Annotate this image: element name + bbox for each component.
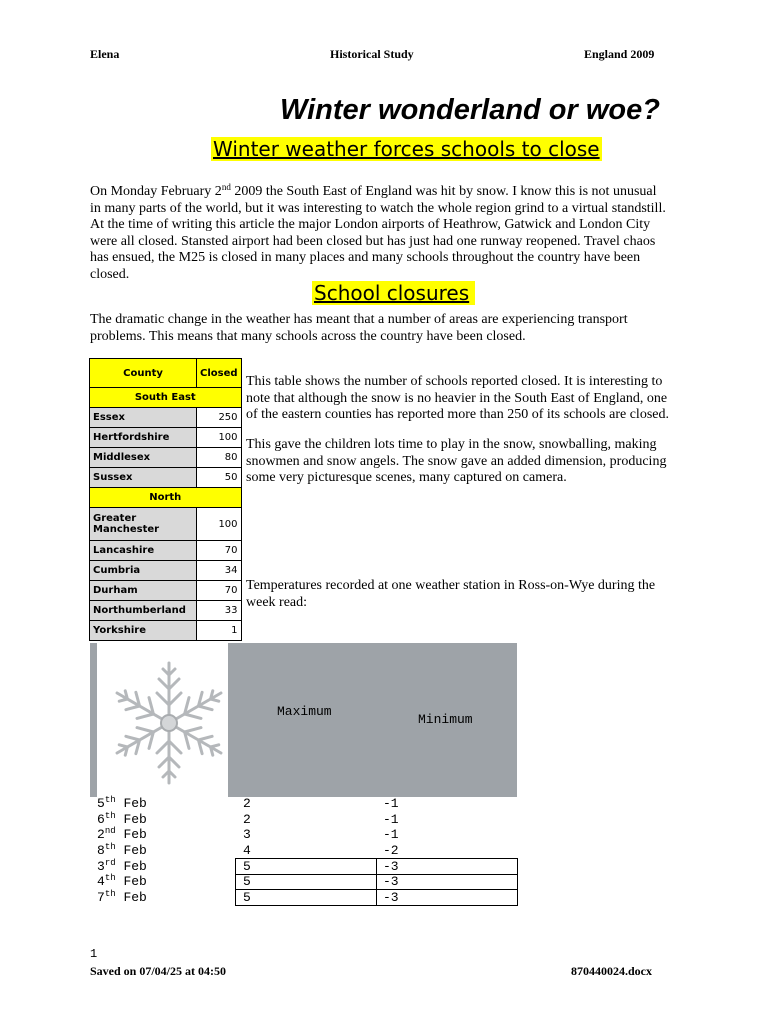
date-day: 5 (97, 796, 105, 811)
county-name: Lancashire (90, 541, 197, 561)
intro-sup: nd (221, 182, 231, 192)
date-month: Feb (123, 827, 147, 843)
county-name: Greater Manchester (90, 508, 197, 541)
county-closed: 50 (197, 468, 242, 488)
page-title: Winter wonderland or woe? (280, 94, 660, 126)
date-day: 4 (97, 874, 105, 890)
county-name: Hertfordshire (90, 428, 197, 448)
header-author: Elena (90, 47, 120, 61)
table-row (90, 508, 242, 541)
table-row (90, 468, 242, 488)
date-cell (97, 843, 147, 859)
date-cell (97, 796, 147, 812)
children-play-paragraph: This gave the children lots time to play in the snow, snowballing, making snowmen and snow angels. The snow gave an added dimension, producing some very picturesque scenes, many captured on camera. (246, 437, 667, 485)
maximum-header: Maximum (277, 704, 332, 719)
county-name: Sussex (90, 468, 197, 488)
table-explanation-paragraph: This table shows the number of schools reported closed. It is interesting to note that although the snow is no heavier in the South East of England, one of the eastern counties has reported more than 250 of its schools are closed. (246, 374, 669, 422)
date-sup: th (104, 842, 116, 853)
table-row (97, 812, 517, 828)
intro-paragraph (90, 184, 670, 283)
table-row (90, 581, 242, 601)
date-sup: th (104, 795, 116, 805)
county-closed: 250 (197, 408, 242, 428)
table-row (97, 827, 517, 843)
table-row (97, 843, 517, 859)
date-cell (97, 890, 147, 906)
date-cell (97, 874, 147, 890)
header-study: Historical Study (330, 47, 414, 61)
subtitle-school-closures: School closures (312, 281, 475, 305)
min-cell: -1 (383, 796, 399, 811)
date-month: Feb (123, 874, 147, 890)
county-closed: 70 (197, 541, 242, 561)
date-sup: rd (104, 857, 116, 868)
table-row (97, 859, 517, 875)
date-month: Feb (123, 858, 147, 874)
county-closures-table (89, 358, 242, 641)
max-cell: 4 (243, 843, 251, 859)
min-cell: -1 (383, 827, 399, 843)
max-cell: 3 (243, 827, 251, 843)
saved-timestamp: Saved on 07/04/25 at 04:50 (90, 964, 227, 978)
date-day: 2 (97, 827, 105, 843)
county-name: Durham (90, 581, 197, 601)
table-row (90, 621, 242, 641)
closures-paragraph: The dramatic change in the weather has meant that a number of areas are experiencing transport problems. This means that many schools across the country have been closed. (90, 312, 628, 344)
date-sup: nd (104, 826, 116, 837)
date-day: 7 (97, 890, 105, 906)
max-cell: 5 (243, 858, 251, 874)
table-row (90, 541, 242, 561)
min-cell: -1 (383, 811, 399, 827)
date-month: Feb (123, 796, 147, 811)
intro-pre: On Monday February 2 (90, 184, 222, 199)
temperatures-paragraph: Temperatures recorded at one weather station in Ross-on-Wye during the week read: (246, 578, 656, 610)
date-sup: th (104, 810, 116, 821)
page-number: 1 (90, 947, 98, 961)
date-sup: th (104, 873, 116, 884)
county-closed: 80 (197, 448, 242, 468)
county-closed: 70 (197, 581, 242, 601)
county-closed: 100 (197, 508, 242, 541)
temperature-rows (97, 796, 517, 906)
closed-header: Closed (197, 359, 242, 388)
region-north: North (90, 488, 242, 508)
min-cell: -3 (383, 858, 399, 874)
date-day: 8 (97, 843, 105, 859)
snowflake-image (97, 643, 228, 797)
date-month: Feb (123, 811, 147, 827)
date-month: Feb (123, 890, 147, 906)
date-month: Feb (123, 843, 147, 859)
date-cell (97, 827, 147, 843)
table-row (90, 448, 242, 468)
county-name: Essex (90, 408, 197, 428)
date-cell (97, 859, 147, 875)
table-row (90, 601, 242, 621)
county-header: County (90, 359, 197, 388)
max-cell: 2 (243, 811, 251, 827)
county-closed: 34 (197, 561, 242, 581)
snowflake-icon (97, 643, 228, 797)
county-name: Yorkshire (90, 621, 197, 641)
table-row (90, 408, 242, 428)
max-cell: 2 (243, 796, 251, 811)
max-cell: 5 (243, 890, 251, 906)
county-name: Northumberland (90, 601, 197, 621)
minimum-header: Minimum (418, 712, 473, 727)
region-south-east: South East (90, 388, 242, 408)
table-row (97, 890, 517, 906)
county-closed: 1 (197, 621, 242, 641)
date-cell (97, 812, 147, 828)
min-cell: -3 (383, 890, 399, 906)
header-topic: England 2009 (584, 47, 655, 61)
county-closed: 100 (197, 428, 242, 448)
county-name: Cumbria (90, 561, 197, 581)
intro-post: 2009 the South East of England was hit by snow. I know this is not unusual in many parts of the world, but it was interesting to watch the whole region grind to a virtual standstill. At the time of writing this article the major London airports of Heathrow, Gatwick and London City were all closed. Stansted airport had been closed but has just had one runway reopened. Travel chaos has ensued, the M25 is closed in many places and many schools throughout the country have been closed. (90, 184, 666, 282)
min-cell: -3 (383, 874, 399, 890)
table-row (97, 796, 517, 812)
date-day: 3 (97, 858, 105, 874)
county-name: Middlesex (90, 448, 197, 468)
max-cell: 5 (243, 874, 251, 890)
table-row (97, 874, 517, 890)
county-closed: 33 (197, 601, 242, 621)
min-cell: -2 (383, 843, 399, 859)
date-day: 6 (97, 811, 105, 827)
table-row (90, 428, 242, 448)
subtitle-schools-close: Winter weather forces schools to close (213, 137, 600, 161)
document-filename: 870440024.docx (571, 964, 652, 978)
table-row (90, 561, 242, 581)
date-sup: th (104, 889, 116, 900)
